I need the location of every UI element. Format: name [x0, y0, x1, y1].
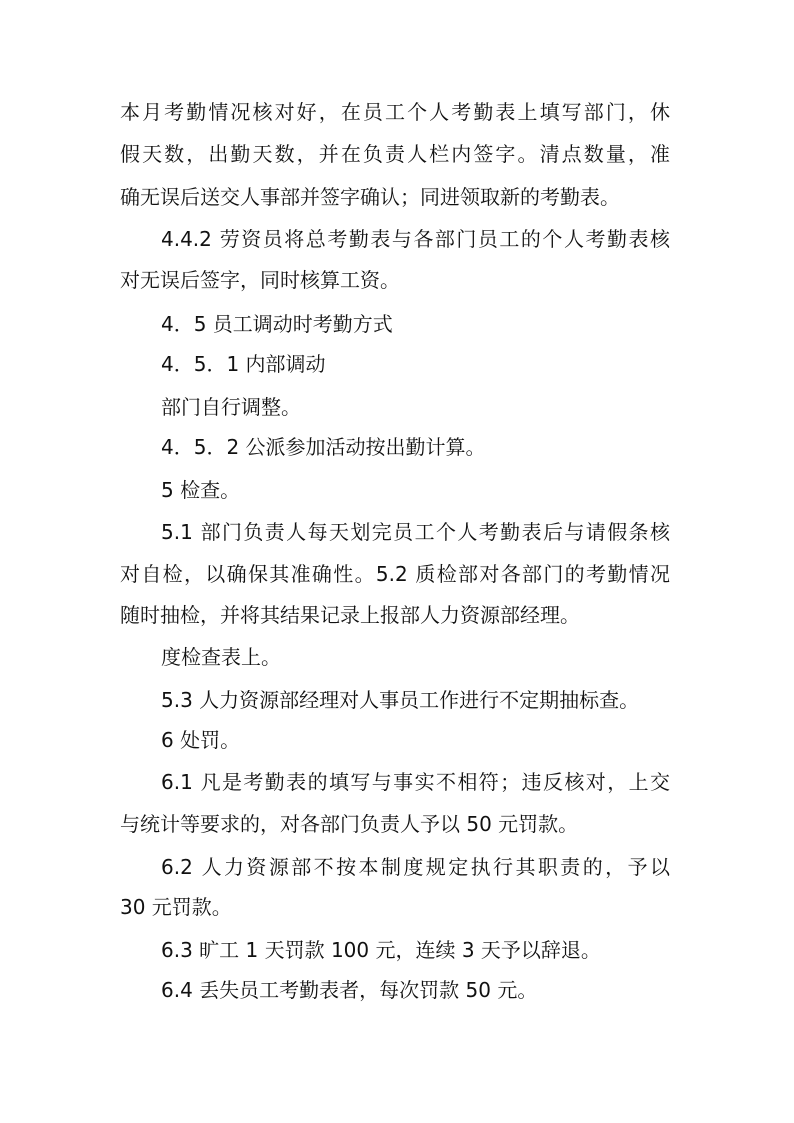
- section-6-1-line-2: 与统计等要求的，对各部门负责人予以 50 元罚款。: [120, 812, 579, 836]
- section-4-5-1-text: 部门自行调整。: [161, 395, 301, 419]
- section-5-2-line-1: 随时抽检，并将其结果记录上报部人力资源部经理。: [120, 603, 580, 627]
- section-6-2-line-2: 30 元罚款。: [120, 895, 232, 919]
- section-4-4-2-line-2: 对无误后签字，同时核算工资。: [120, 268, 400, 292]
- section-6-4-text: 6.4 丢失员工考勤表者，每次罚款 50 元。: [161, 978, 538, 1002]
- section-6-heading: 6 处罚。: [161, 728, 241, 752]
- section-6-2-line-1: 6.2 人力资源部不按本制度规定执行其职责的，予以: [161, 855, 670, 879]
- section-4-4-2-line-1: 4.4.2 劳资员将总考勤表与各部门员工的个人考勤表核: [161, 227, 670, 251]
- section-6-1-line-1: 6.1 凡是考勤表的填写与事实不相符；违反核对，上交: [161, 770, 670, 794]
- section-5-3-text: 5.3 人力资源部经理对人事员工作进行不定期抽标查。: [161, 688, 640, 712]
- paragraph-line-1: 本月考勤情况核对好，在员工个人考勤表上填写部门，休: [120, 100, 670, 124]
- section-6-3-text: 6.3 旷工 1 天罚款 100 元，连续 3 天予以辞退。: [161, 938, 601, 962]
- section-5-1-line-1: 5.1 部门负责人每天划完员工个人考勤表后与请假条核: [161, 520, 670, 544]
- paragraph-line-2: 假天数，出勤天数，并在负责人栏内签字。清点数量，准: [120, 142, 670, 166]
- section-5-heading: 5 检查。: [161, 478, 241, 502]
- section-4-5-1-heading: 4．5．1 内部调动: [161, 352, 326, 376]
- section-4-5-2-text: 4．5．2 公派参加活动按出勤计算。: [161, 435, 486, 459]
- paragraph-line-3: 确无误后送交人事部并签字确认；同进领取新的考勤表。: [120, 185, 620, 209]
- section-5-2-line-2: 度检查表上。: [161, 645, 281, 669]
- section-5-1-line-2: 对自检，以确保其准确性。5.2 质检部对各部门的考勤情况: [120, 562, 670, 586]
- section-4-5-heading: 4．5 员工调动时考勤方式: [161, 312, 393, 336]
